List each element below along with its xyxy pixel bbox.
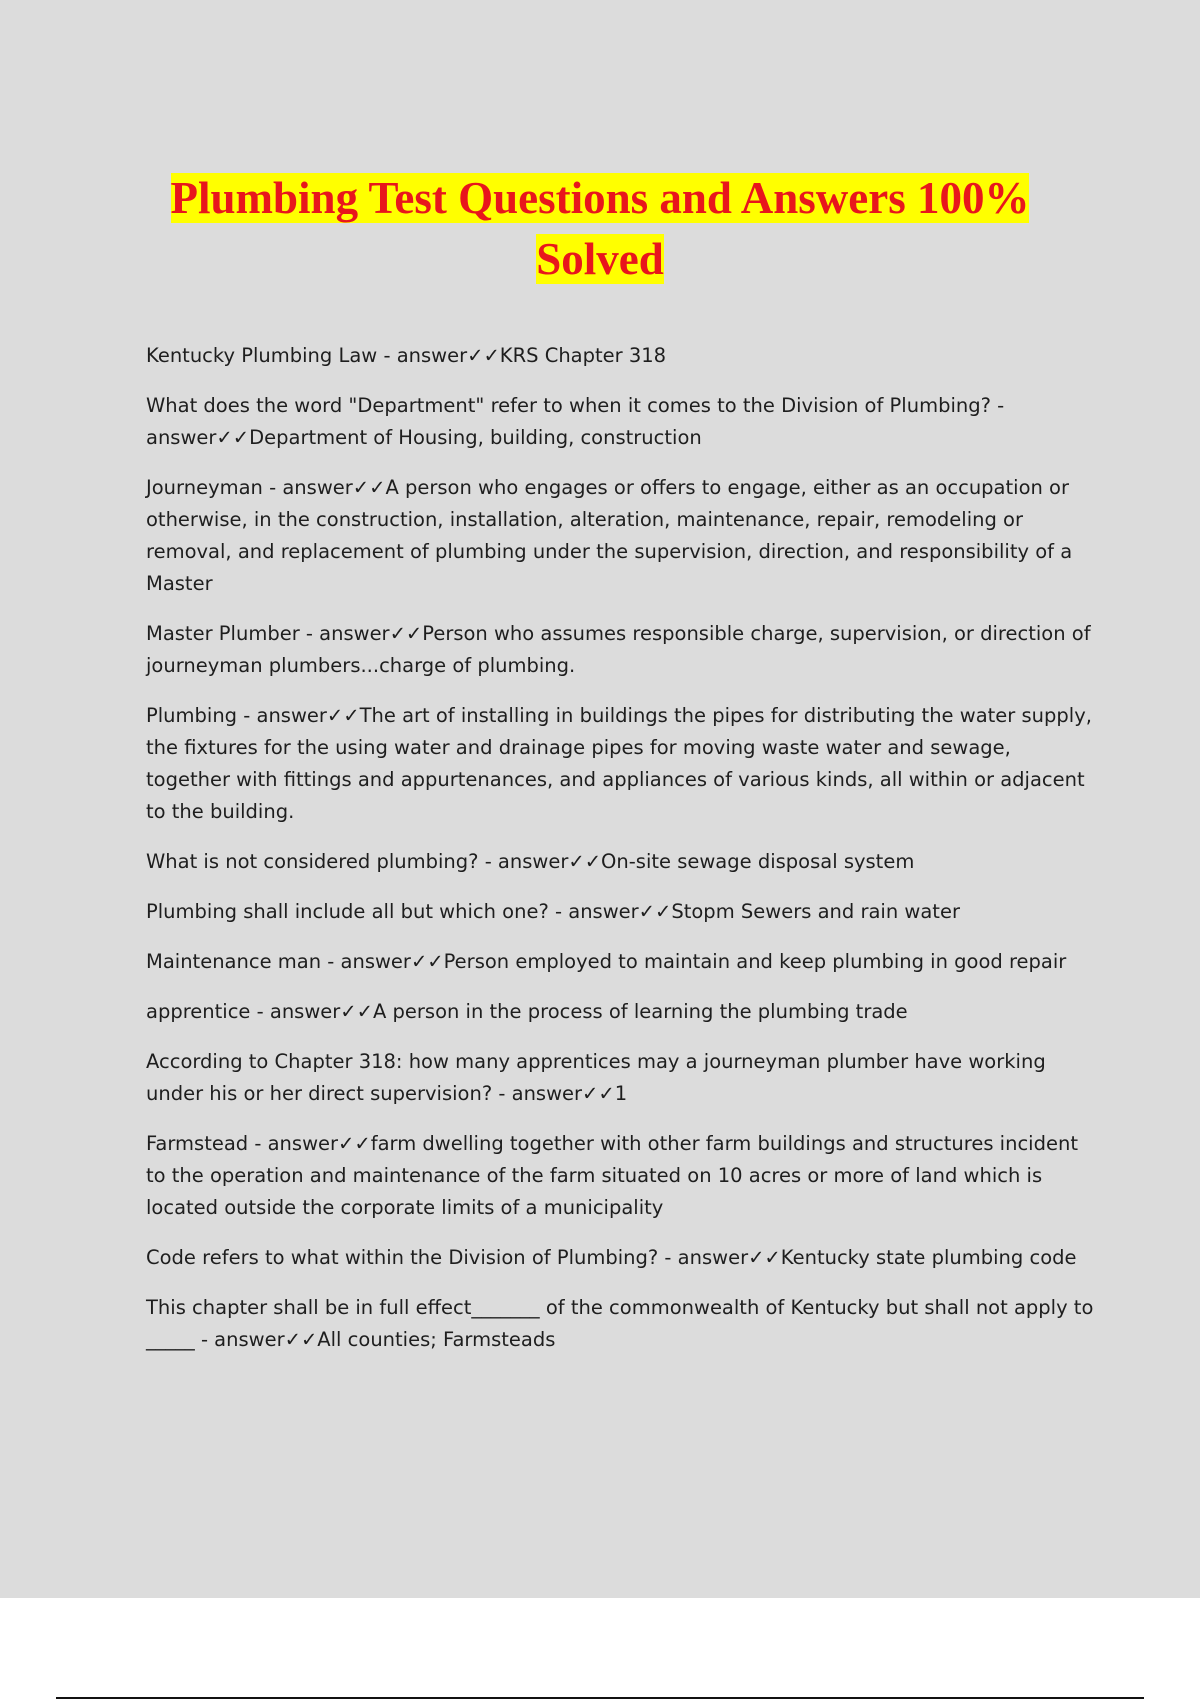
qa-item-5: Plumbing - answer✓✓The art of installing in buildings the pipes for distributing the water supply, the fixtures for the using water and drainage pipes for moving waste water and sewage, together with fittings and appurtenances, and appliances of various kinds, all within or adjacent to the building.: [146, 704, 1092, 823]
qa-item-13: This chapter shall be in full effect_______ of the commonwealth of Kentucky but shall not apply to _____ - answer✓✓All counties; Farmsteads: [146, 1296, 1094, 1351]
qa-item-12: Code refers to what within the Division of Plumbing? - answer✓✓Kentucky state plumbing code: [146, 1246, 1077, 1269]
footer-divider: [56, 1697, 1144, 1699]
qa-item-3: Journeyman - answer✓✓A person who engages or offers to engage, either as an occupation or otherwise, in the construction, installation, alteration, maintenance, repair, remodeling or removal, and replacement of plumbing under the supervision, direction, and responsibility of a Master: [146, 476, 1073, 595]
qa-item-2: What does the word "Department" refer to when it comes to the Division of Plumbing? - answer✓✓Department of Housing, building, construction: [146, 394, 1005, 449]
qa-item-4: Master Plumber - answer✓✓Person who assumes responsible charge, supervision, or direction of journeyman plumbers...charge of plumbing.: [146, 622, 1091, 677]
qa-item-6: What is not considered plumbing? - answer✓✓On-site sewage disposal system: [146, 850, 915, 873]
page-title: [0, 168, 1200, 290]
qa-item-1: Kentucky Plumbing Law - answer✓✓KRS Chapter 318: [146, 344, 667, 367]
title-line-2: Solved: [536, 234, 664, 284]
qa-list: [146, 340, 1096, 1374]
qa-item-9: apprentice - answer✓✓A person in the process of learning the plumbing trade: [146, 1000, 908, 1023]
title-line-1: Plumbing Test Questions and Answers 100%: [170, 173, 1030, 223]
qa-item-8: Maintenance man - answer✓✓Person employed to maintain and keep plumbing in good repair: [146, 950, 1067, 973]
qa-item-10: According to Chapter 318: how many apprentices may a journeyman plumber have working under his or her direct supervision? - answer✓✓1: [146, 1050, 1046, 1105]
qa-item-11: Farmstead - answer✓✓farm dwelling together with other farm buildings and structures incident to the operation and maintenance of the farm situated on 10 acres or more of land which is located outside the corporate limits of a municipality: [146, 1132, 1078, 1219]
qa-item-7: Plumbing shall include all but which one? - answer✓✓Stopm Sewers and rain water: [146, 900, 960, 923]
